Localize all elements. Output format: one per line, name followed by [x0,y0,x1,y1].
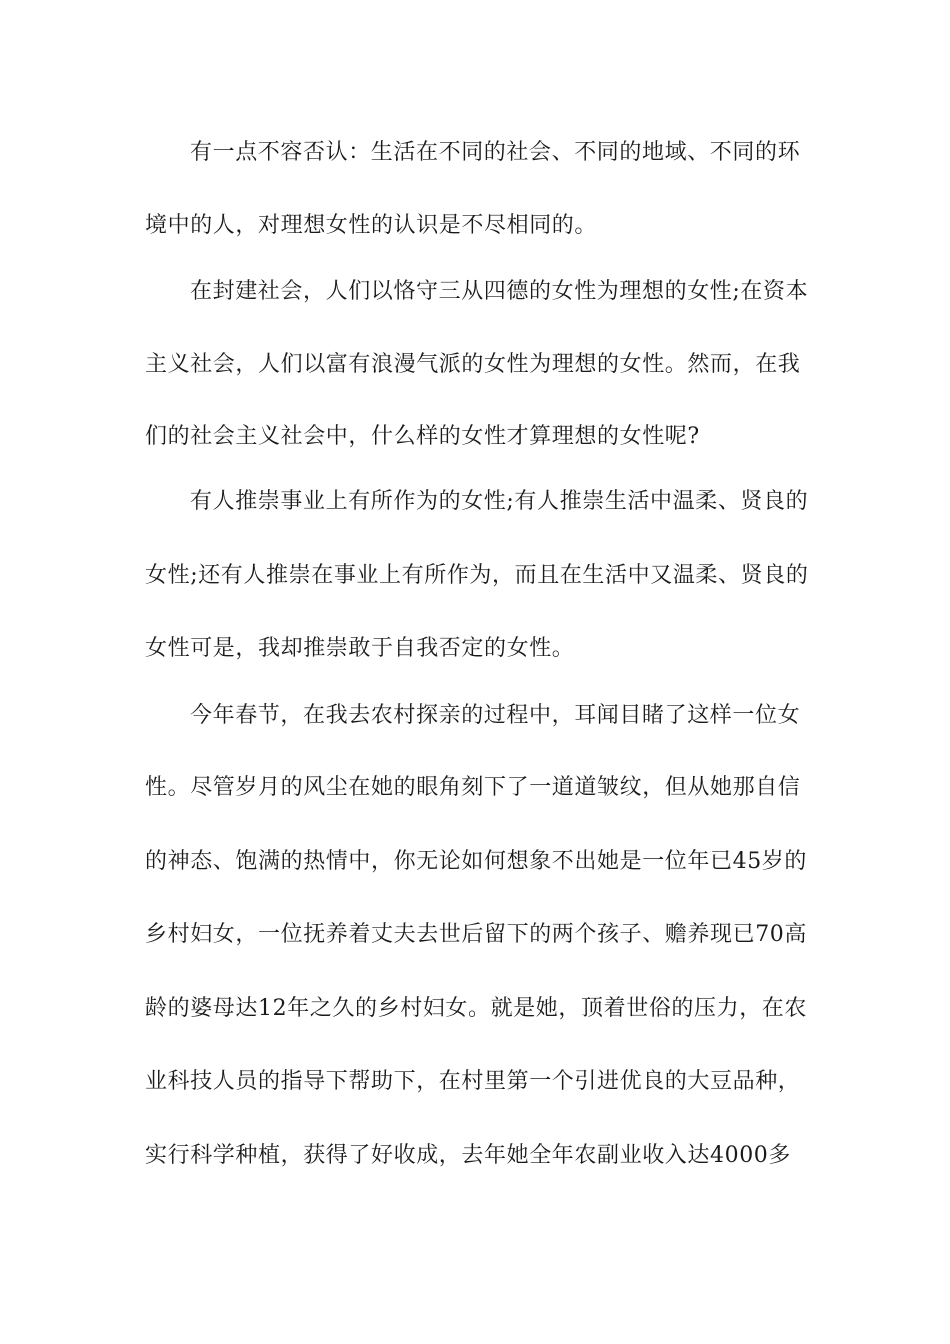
text-line: 实行科学种植，获得了好收成，去年她全年农副业收入达4000多 [145,1143,791,1168]
text-line: 在封建社会，人们以恪守三从四德的女性为理想的女性;在资本 [190,279,809,304]
text-line: 今年春节，在我去农村探亲的过程中，耳闻目睹了这样一位女 [190,703,801,728]
text-line: 龄的婆母达12年之久的乡村妇女。就是她，顶着世俗的压力，在农 [145,996,807,1021]
text-line: 有一点不容否认：生活在不同的社会、不同的地域、不同的环 [190,140,801,165]
text-line: 们的社会主义社会中，什么样的女性才算理想的女性呢? [145,424,700,449]
text-line: 有人推崇事业上有所作为的女性;有人推崇生活中温柔、贤良的 [190,489,809,514]
text-line: 境中的人，对理想女性的认识是不尽相同的。 [145,213,598,238]
text-line: 女性;还有人推崇在事业上有所作为，而且在生活中又温柔、贤良的 [145,563,809,588]
text-line: 性。尽管岁月的风尘在她的眼角刻下了一道道皱纹，但从她那自信 [145,775,801,800]
text-line: 的神态、饱满的热情中，你无论如何想象不出她是一位年已45岁的 [145,849,807,874]
text-line: 乡村妇女，一位抚养着丈夫去世后留下的两个孩子、赡养现已70高 [145,922,807,947]
text-line: 女性可是，我却推崇敢于自我否定的女性。 [145,636,575,661]
text-line: 主义社会，人们以富有浪漫气派的女性为理想的女性。然而，在我 [145,352,801,377]
text-line: 业科技人员的指导下帮助下，在村里第一个引进优良的大豆品种， [145,1069,801,1094]
